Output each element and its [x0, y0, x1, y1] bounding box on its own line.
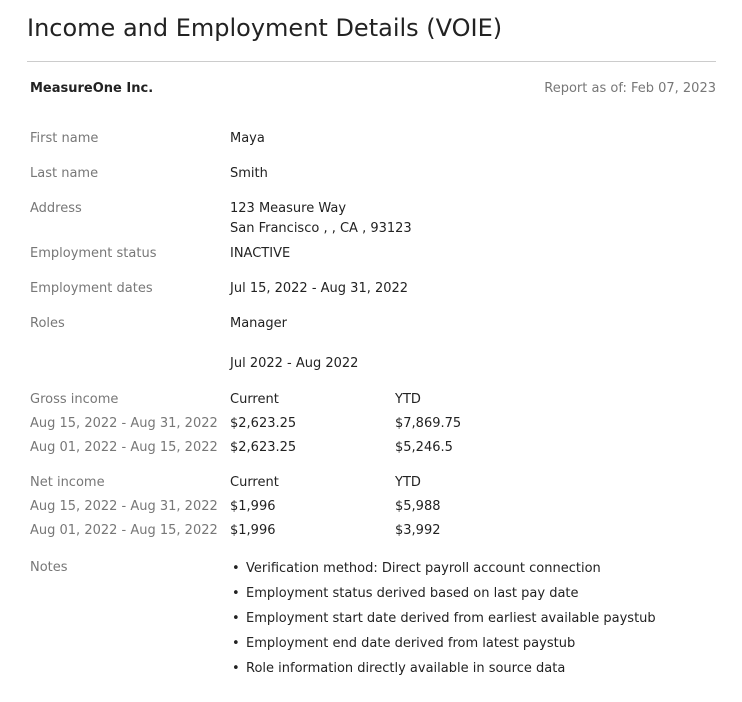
net-income-ytd-header: YTD — [395, 475, 421, 490]
note-text: Employment status derived based on last pay date — [246, 586, 579, 601]
roles-label: Roles — [30, 316, 65, 331]
bullet-icon: • — [232, 661, 240, 676]
report-date: Report as of: Feb 07, 2023 — [544, 81, 716, 96]
note-text: Employment start date derived from earliest available paystub — [246, 611, 656, 626]
net-income-row-current: $1,996 — [230, 499, 276, 514]
first-name-label: First name — [30, 131, 99, 146]
gross-income-row-current: $2,623.25 — [230, 440, 297, 455]
employment-status-label: Employment status — [30, 246, 157, 261]
title-divider — [27, 61, 716, 62]
company-name: MeasureOne Inc. — [30, 81, 154, 96]
note-item — [230, 609, 656, 634]
first-name-value: Maya — [230, 131, 265, 146]
net-income-row-period: Aug 15, 2022 - Aug 31, 2022 — [30, 499, 218, 514]
last-name-value: Smith — [230, 166, 268, 181]
gross-income-row-ytd: $5,246.5 — [395, 440, 453, 455]
note-item — [230, 559, 656, 584]
employment-dates-value: Jul 15, 2022 - Aug 31, 2022 — [230, 281, 409, 296]
page-title: Income and Employment Details (VOIE) — [27, 14, 503, 42]
net-income-row-ytd: $5,988 — [395, 499, 441, 514]
address-label: Address — [30, 201, 82, 216]
net-income-row-period: Aug 01, 2022 - Aug 15, 2022 — [30, 523, 218, 538]
net-income-label: Net income — [30, 475, 105, 490]
employment-status-value: INACTIVE — [230, 246, 291, 261]
gross-income-current-header: Current — [230, 392, 279, 407]
note-text: Employment end date derived from latest paystub — [246, 636, 576, 651]
bullet-icon: • — [232, 586, 240, 601]
gross-income-row-current: $2,623.25 — [230, 416, 297, 431]
bullet-icon: • — [232, 561, 240, 576]
address-line1: 123 Measure Way — [230, 201, 347, 216]
net-income-row-current: $1,996 — [230, 523, 276, 538]
notes-list — [230, 559, 656, 684]
role-period: Jul 2022 - Aug 2022 — [230, 356, 359, 371]
gross-income-row-ytd: $7,869.75 — [395, 416, 462, 431]
note-item — [230, 584, 656, 609]
note-text: Role information directly available in source data — [246, 661, 566, 676]
note-item — [230, 659, 656, 684]
address-line2: San Francisco , , CA , 93123 — [230, 221, 412, 236]
gross-income-label: Gross income — [30, 392, 119, 407]
bullet-icon: • — [232, 636, 240, 651]
last-name-label: Last name — [30, 166, 99, 181]
gross-income-row-period: Aug 15, 2022 - Aug 31, 2022 — [30, 416, 218, 431]
note-item — [230, 634, 656, 659]
bullet-icon: • — [232, 611, 240, 626]
notes-label: Notes — [30, 560, 68, 575]
gross-income-ytd-header: YTD — [395, 392, 421, 407]
role-value: Manager — [230, 316, 287, 331]
gross-income-row-period: Aug 01, 2022 - Aug 15, 2022 — [30, 440, 218, 455]
employment-dates-label: Employment dates — [30, 281, 153, 296]
note-text: Verification method: Direct payroll account connection — [246, 561, 601, 576]
net-income-row-ytd: $3,992 — [395, 523, 441, 538]
net-income-current-header: Current — [230, 475, 279, 490]
